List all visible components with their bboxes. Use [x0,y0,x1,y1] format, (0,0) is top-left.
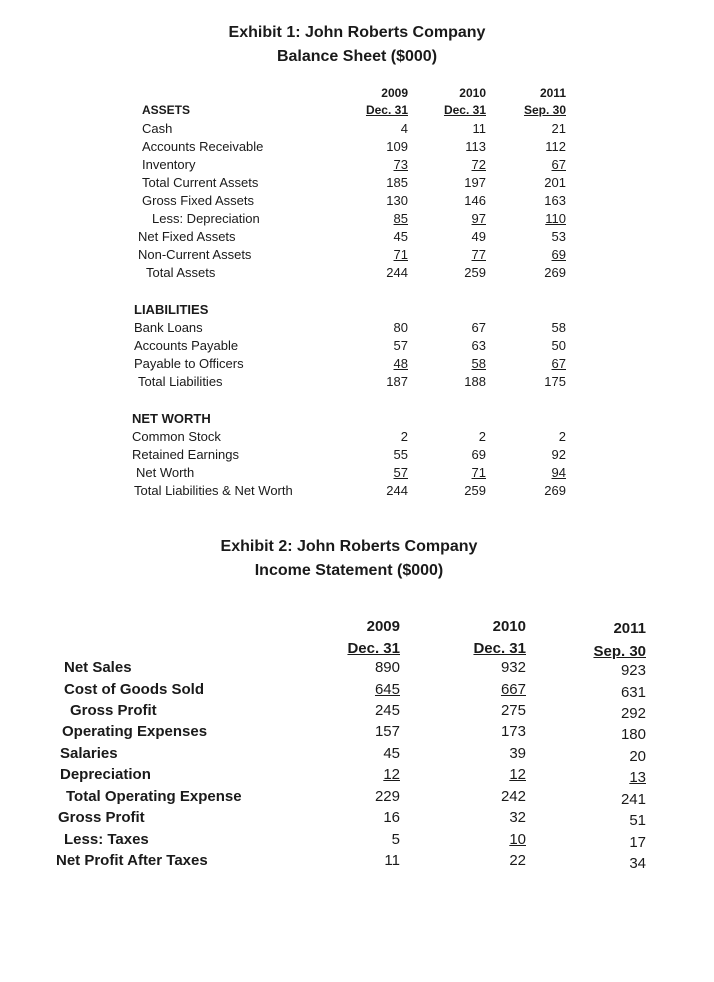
table-row [0,702,714,723]
row-label: Non-Current Assets [138,247,252,262]
cell: 12 [509,766,526,783]
table-row [0,320,714,338]
date-2009: Dec. 31 [347,640,400,657]
row-label: Gross Fixed Assets [142,193,254,208]
row-label: Total Liabilities [138,374,223,389]
date-2011: Sep. 30 [523,103,566,117]
cell: 201 [544,175,566,190]
date-2011: Sep. 30 [593,643,646,660]
row-label: Less: Depreciation [152,211,260,226]
row-label: Net Fixed Assets [138,229,236,244]
table-row [0,356,714,374]
cell: 69 [551,247,566,262]
table-row [0,175,714,193]
assets-heading: ASSETS [142,103,191,117]
cell: 173 [500,723,526,740]
cell: 80 [393,320,408,335]
table-row [0,139,714,157]
table-row [0,483,714,501]
table-row [0,157,714,175]
row-label: Depreciation [60,766,151,783]
cell: 187 [386,374,408,389]
cell: 50 [551,338,566,353]
net-worth-heading: NET WORTH [132,411,211,426]
table-row [0,852,714,873]
year-2010: 2010 [459,86,486,100]
cell: 229 [374,788,400,805]
cell: 22 [509,852,526,869]
cell: 55 [393,447,408,462]
date-header-row [0,640,714,661]
row-label: Total Assets [146,265,216,280]
liabilities-heading-row [0,302,714,320]
cell: 20 [629,748,646,765]
cell: 72 [471,157,486,172]
cell: 58 [551,320,566,335]
cell: 146 [464,193,486,208]
cell: 110 [545,211,566,226]
liabilities-heading: LIABILITIES [134,302,209,317]
cell: 242 [500,788,526,805]
cell: 241 [620,791,646,808]
date-2010: Dec. 31 [443,103,486,117]
row-label: Cash [142,121,173,136]
cell: 16 [383,809,400,826]
table-row [0,211,714,229]
table-row [0,429,714,447]
cell: 259 [464,483,486,498]
table-row [0,338,714,356]
cell: 645 [374,681,400,698]
table-row [0,809,714,830]
row-label: Cost of Goods Sold [64,681,204,698]
cell: 269 [544,265,566,280]
cell: 157 [374,723,400,740]
cell: 32 [509,809,526,826]
balance-sheet-subtitle: Balance Sheet ($000) [276,48,438,65]
year-2011: 2011 [539,86,566,100]
cell: 4 [400,121,408,136]
cell: 2 [478,429,486,444]
cell: 49 [471,229,486,244]
cell: 11 [384,852,400,869]
cell: 77 [471,247,486,262]
row-label: Retained Earnings [132,447,239,462]
balance-sheet-title: Exhibit 1: John Roberts Company [228,24,486,41]
cell: 932 [500,659,526,676]
cell: 34 [629,855,646,872]
cell: 48 [393,356,408,371]
cell: 69 [471,447,486,462]
cell: 97 [471,211,486,226]
row-label: Salaries [60,745,118,762]
year-2010: 2010 [492,618,526,635]
cell: 175 [544,374,566,389]
cell: 163 [544,193,566,208]
cell: 631 [620,684,646,701]
row-label: Net Profit After Taxes [56,852,208,869]
date-header-row [0,103,714,121]
cell: 71 [393,247,408,262]
cell: 71 [471,465,486,480]
cell: 244 [386,265,408,280]
cell: 2 [558,429,566,444]
table-row [0,193,714,211]
cell: 275 [500,702,526,719]
table-row [0,229,714,247]
cell: 130 [386,193,408,208]
table-row [0,247,714,265]
table-row [0,831,714,852]
row-label: Gross Profit [58,809,145,826]
cell: 11 [472,121,486,136]
row-label: Less: Taxes [64,831,149,848]
row-label: Accounts Receivable [142,139,264,154]
cell: 67 [551,356,566,371]
date-2009: Dec. 31 [365,103,408,117]
income-statement-subtitle: Income Statement ($000) [254,562,444,579]
table-row [0,659,714,680]
table-row [0,374,714,392]
cell: 92 [551,447,566,462]
table-row [0,465,714,483]
cell: 2 [400,429,408,444]
table-row [0,265,714,283]
cell: 17 [629,834,646,851]
row-label: Total Liabilities & Net Worth [134,483,293,498]
cell: 269 [544,483,566,498]
cell: 180 [620,726,646,743]
row-label: Total Current Assets [142,175,259,190]
cell: 667 [500,681,526,698]
cell: 244 [386,483,408,498]
cell: 51 [629,812,646,829]
row-label: Total Operating Expense [66,788,242,805]
cell: 53 [551,229,566,244]
row-label: Accounts Payable [134,338,239,353]
cell: 13 [629,769,646,786]
year-header-row [0,618,714,639]
row-label: Payable to Officers [134,356,244,371]
cell: 188 [464,374,486,389]
table-row [0,447,714,465]
cell: 21 [551,121,566,136]
table-row [0,745,714,766]
cell: 67 [551,157,566,172]
year-2009: 2009 [381,86,408,100]
cell: 67 [471,320,486,335]
cell: 58 [471,356,486,371]
cell: 39 [509,745,526,762]
row-label: Bank Loans [134,320,203,335]
cell: 73 [393,157,408,172]
cell: 113 [465,139,486,154]
row-label: Common Stock [132,429,221,444]
cell: 923 [620,662,646,679]
cell: 5 [391,831,400,848]
table-row [0,121,714,139]
cell: 197 [464,175,486,190]
table-row [0,681,714,702]
cell: 45 [383,745,400,762]
cell: 12 [383,766,400,783]
row-label: Operating Expenses [62,723,208,740]
cell: 94 [551,465,566,480]
cell: 109 [386,139,408,154]
year-2011: 2011 [613,620,646,637]
row-label: Gross Profit [70,702,157,719]
cell: 890 [374,659,400,676]
cell: 292 [620,705,646,722]
cell: 10 [509,831,526,848]
income-statement-title: Exhibit 2: John Roberts Company [220,538,478,555]
cell: 245 [374,702,400,719]
cell: 57 [393,338,408,353]
row-label: Inventory [142,157,196,172]
cell: 45 [393,229,408,244]
cell: 57 [393,465,408,480]
table-row [0,766,714,787]
date-2010: Dec. 31 [473,640,526,657]
table-row [0,788,714,809]
cell: 85 [393,211,408,226]
net-worth-heading-row [0,411,714,429]
cell: 185 [386,175,408,190]
cell: 259 [464,265,486,280]
cell: 63 [471,338,486,353]
row-label: Net Worth [136,465,195,480]
year-2009: 2009 [366,618,400,635]
year-header-row [0,86,714,104]
cell: 112 [545,139,566,154]
row-label: Net Sales [64,659,132,676]
table-row [0,723,714,744]
